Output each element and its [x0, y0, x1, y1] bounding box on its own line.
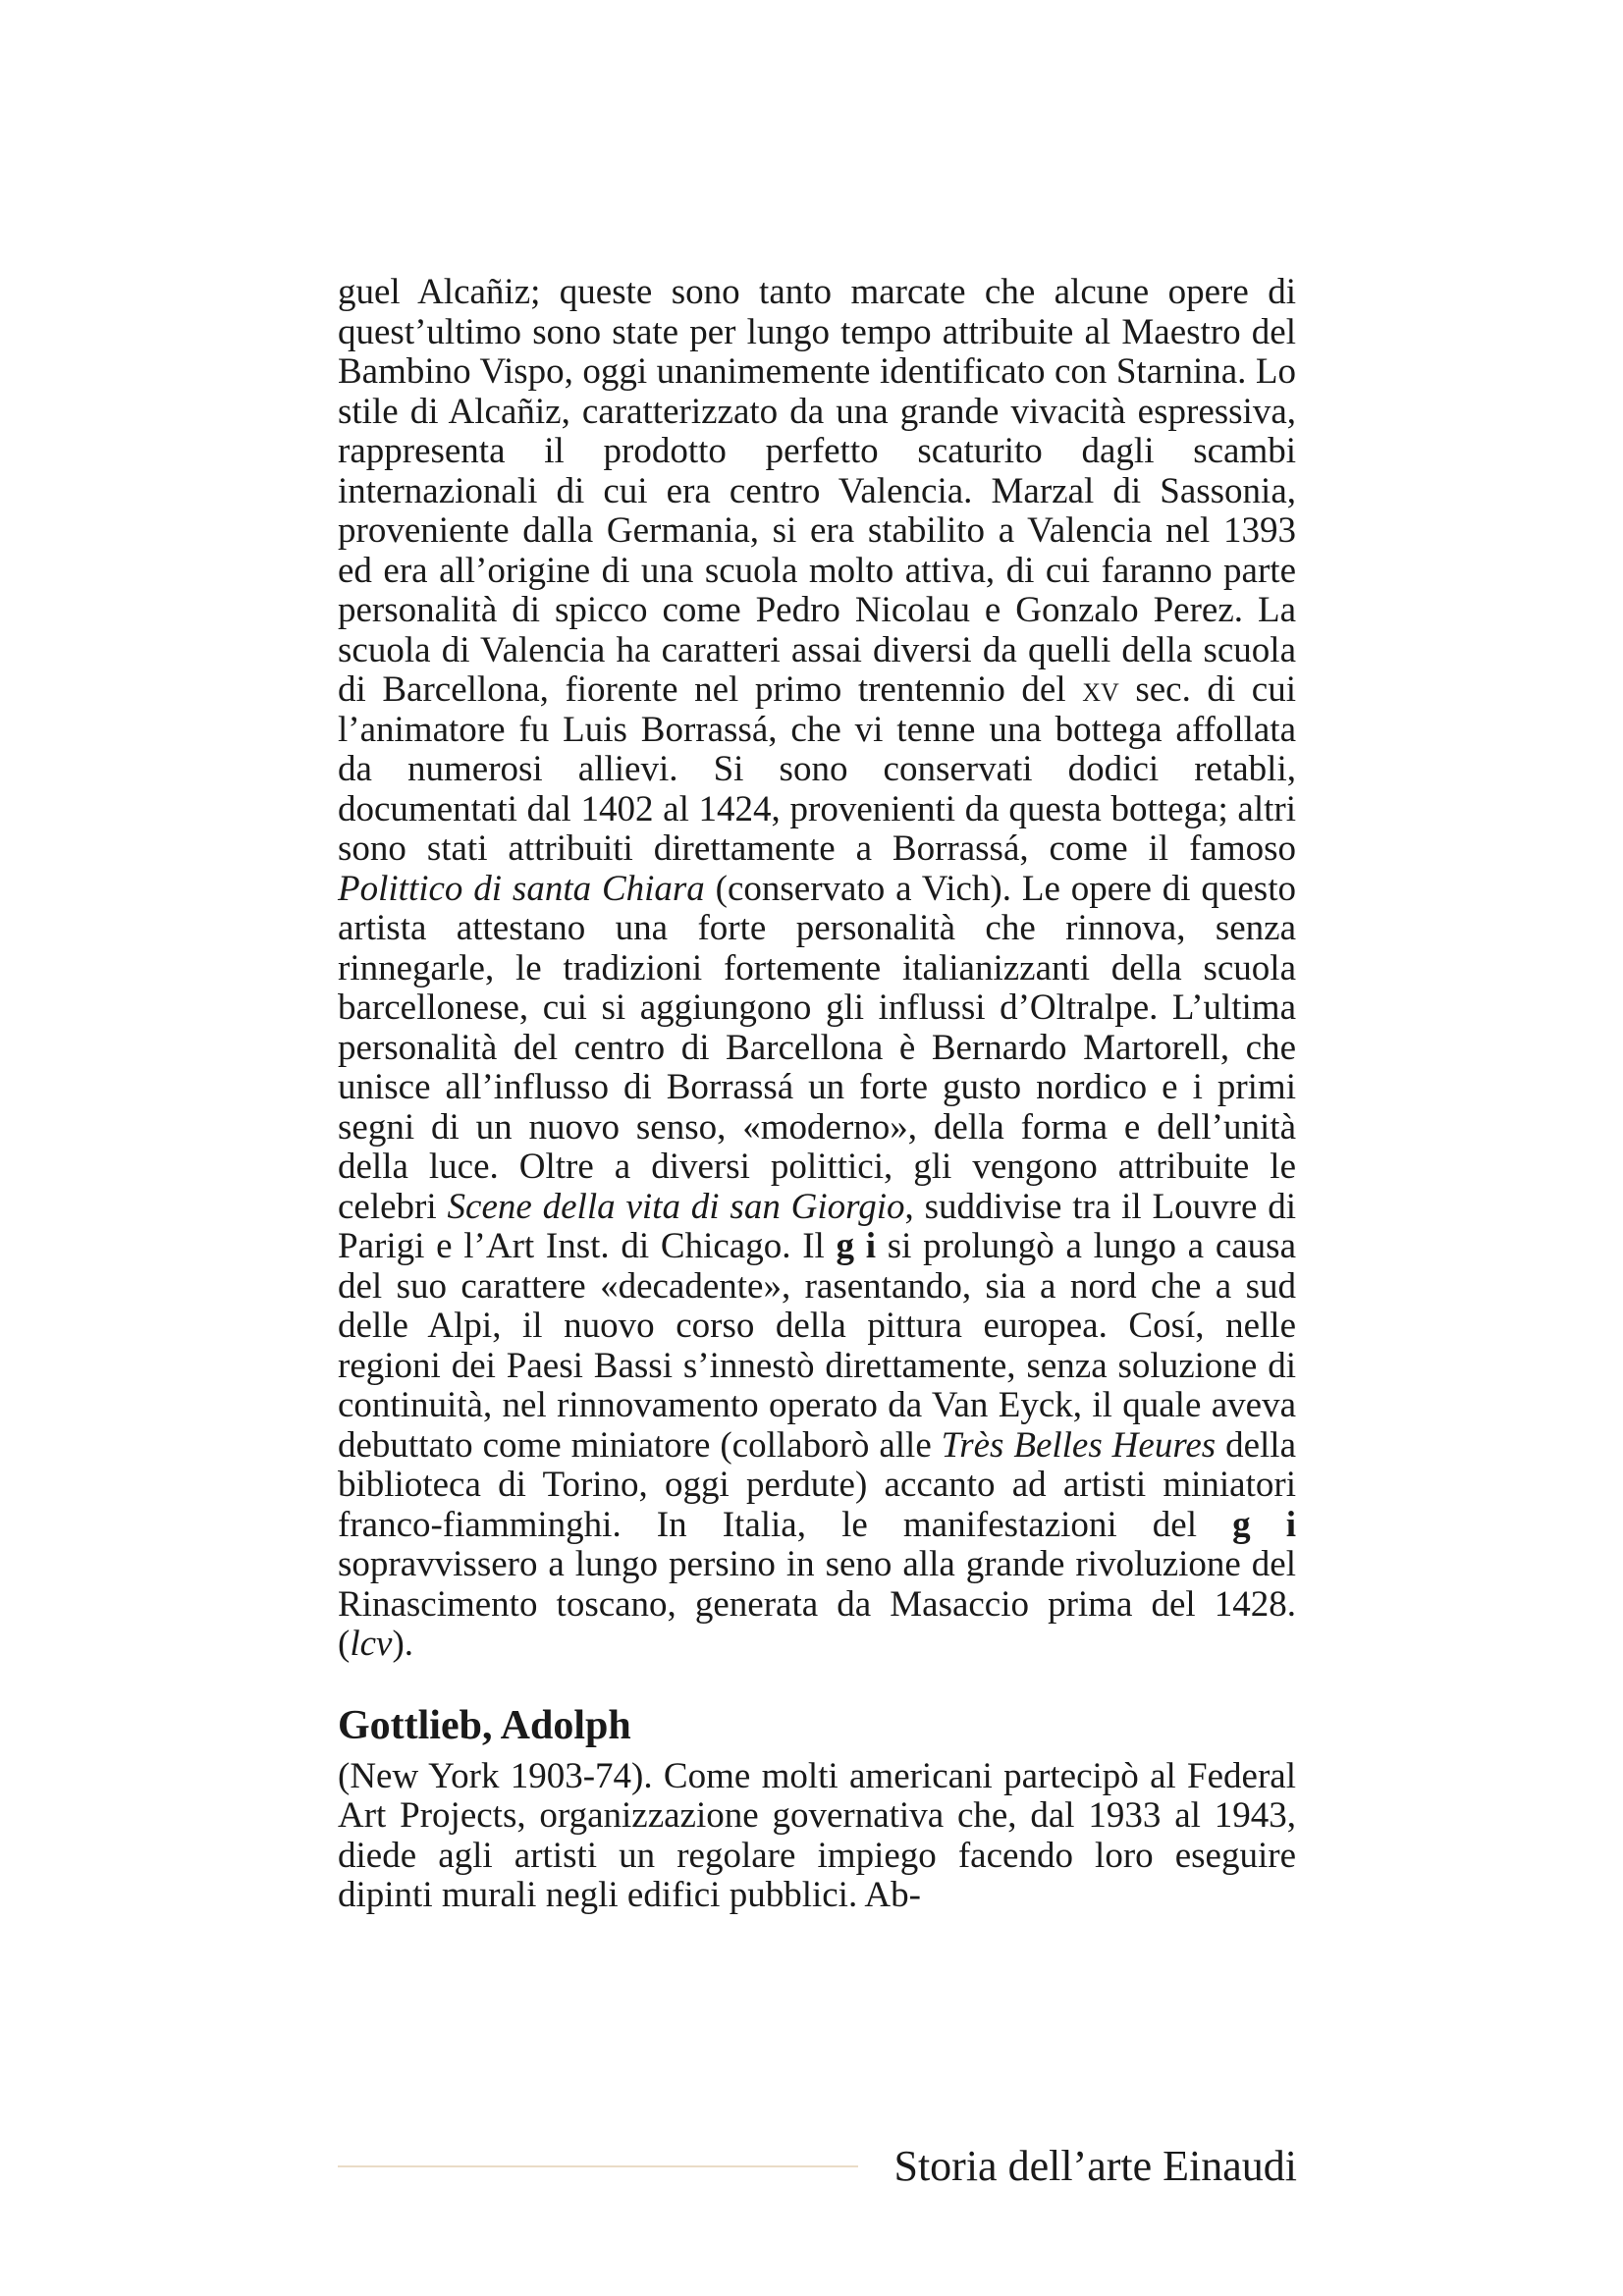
- paragraph-continuation: [338, 273, 1296, 1665]
- text-run: sopravvissero a lungo persino in seno alla grande rivoluzione del Rinascimento toscano, generata da Masaccio prima del 1428. (: [338, 1544, 1296, 1664]
- footer-rule: [338, 2165, 858, 2167]
- entry-abbreviation: g i: [1232, 1504, 1296, 1545]
- artwork-title: Polittico di santa Chiara: [338, 868, 705, 909]
- text-run: ).: [392, 1624, 414, 1664]
- page-content: [338, 273, 1296, 1916]
- artwork-title: Scene della vita di san Giorgio: [447, 1186, 905, 1227]
- entry-heading: Gottlieb, Adolph: [338, 1702, 631, 1748]
- text-run: si prolungò a lungo a causa del suo carattere «decadente», rasentando, sia a nord che a sud delle Alpi, il nuovo corso della pittura europea. Cosí, nelle regioni dei Paesi Bassi s’innestò direttamente, senza soluzione di continuità, nel rinnovamento operato da Van Eyck, il quale aveva debuttato come miniatore (collaborò alle: [338, 1226, 1296, 1466]
- text-run: sec. di cui l’animatore fu Luis Borrassá, che vi tenne una bottega affollata da numerosi allievi. Si sono conservati dodici retabli, documentati dal 1402 al 1424, provenienti da questa bottega; altri sono stati attribuiti direttamente a Borrassá, come il famoso: [338, 669, 1296, 869]
- century-numeral: xv: [1082, 669, 1119, 710]
- entry-text: (New York 1903-74). Come molti americani partecipò al Federal Art Projects, organizzazione governativa che, dal 1933 al 1943, diede agli artisti un regolare impiego facendo loro eseguire dipinti murali negli edifici pubblici. Ab-: [338, 1755, 1296, 1915]
- text-run: , suddivise tra il Louvre di Parigi e l’Art Inst. di Chicago. Il: [338, 1186, 1296, 1266]
- author-initials: lcv: [350, 1624, 393, 1664]
- text-run: (conservato a Vich). Le opere di questo artista attestano una forte personalità che rinnova, senza rinnegarle, le tradizioni fortemente italianizzanti della scuola barcellonese, cui si aggiungono gli influssi d’Oltralpe. L’ultima personalità del centro di Barcellona è Bernardo Martorell, che unisce all’influsso di Borrassá un forte gusto nordico e i primi segni di un nuovo senso, «moderno», della forma e dell’unità della luce. Oltre a diversi polittici, gli vengono attribuite le celebri: [338, 868, 1296, 1227]
- entry-abbreviation: g i: [836, 1226, 877, 1266]
- artwork-title: Très Belles Heures: [941, 1424, 1217, 1466]
- text-run: guel Alcañiz; queste sono tanto marcate che alcune opere di quest’ultimo sono state per lungo tempo attribuite al Maestro del Bambino Vispo, oggi unanimemente identificato con Starnina. Lo stile di Alcañiz, caratterizzato da una grande vivacità espressiva, rappresenta il prodotto perfetto scaturito dagli scambi internazionali di cui era centro Valencia. Marzal di Sassonia, proveniente dalla Germania, si era stabilito a Valencia nel 1393 ed era all’origine di una scuola molto attiva, di cui faranno parte personalità di spicco come Pedro Nicolau e Gonzalo Perez. La scuola di Valencia ha caratteri assai diversi da quelli della scuola di Barcellona, fiorente nel primo trentennio del: [338, 272, 1296, 710]
- text-run: della biblioteca di Torino, oggi perdute) accanto ad artisti miniatori franco-fiamminghi. In Italia, le manifestazioni del: [338, 1424, 1296, 1545]
- footer-publication-title: Storia dell’arte Einaudi: [893, 2142, 1297, 2190]
